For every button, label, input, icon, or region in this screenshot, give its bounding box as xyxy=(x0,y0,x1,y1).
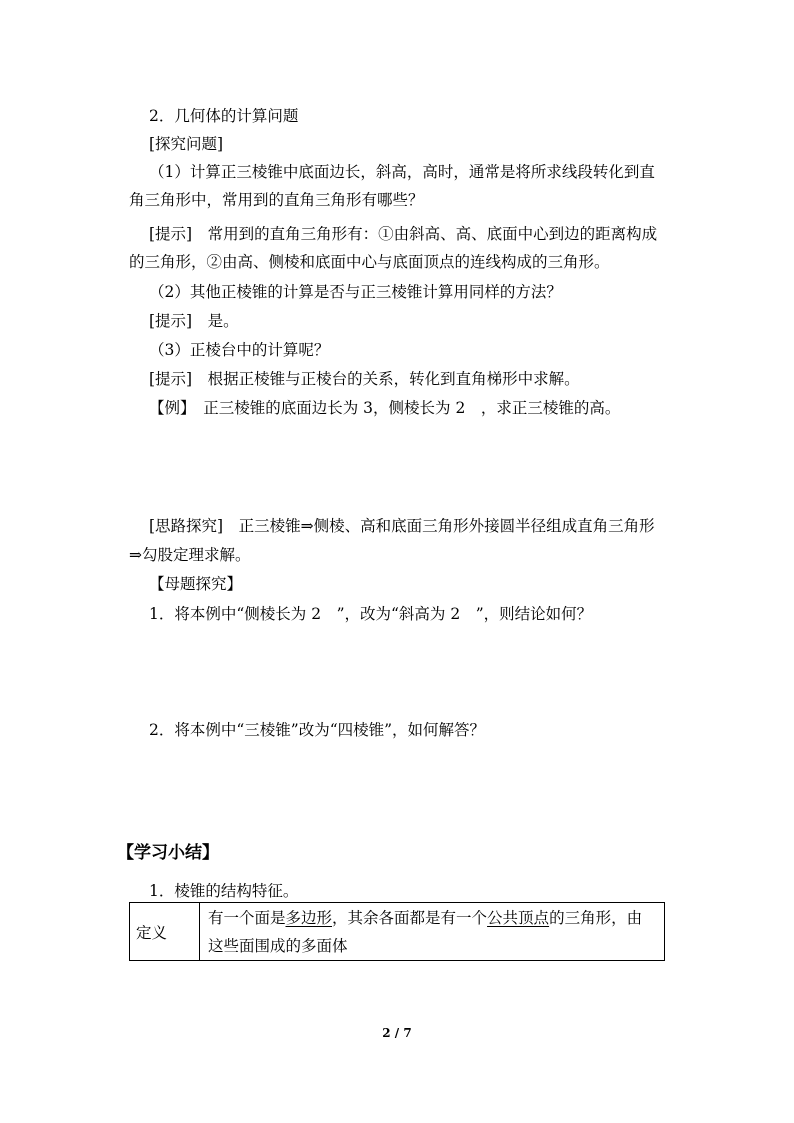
definition-text-1: 有一个面是 xyxy=(208,908,286,927)
definition-text-4: 这些面围成的多面体 xyxy=(208,936,348,955)
definition-term-polygon: 多边形 xyxy=(285,908,333,927)
summary-item-1: 1．棱锥的结构特征。 xyxy=(149,882,299,900)
mother-question-1: 1．将本例中“侧棱长为 2 ”，改为“斜高为 2 ”，则结论如何？ xyxy=(149,605,593,623)
definition-term-common-vertex: 公共顶点 xyxy=(487,908,550,927)
example-problem: 【例】 正三棱锥的底面边长为 3，侧棱长为 2 ，求正三棱锥的高。 xyxy=(149,399,621,417)
definition-text-3: 的三角形，由 xyxy=(549,908,643,927)
hint-3: [提示] 根据正棱锥与正棱台的关系，转化到直角梯形中求解。 xyxy=(149,370,580,388)
question-1-line-1: （1）计算正三棱锥中底面边长，斜高，高时，通常是将所求线段转化到直 xyxy=(149,163,655,181)
question-3: （3）正棱台中的计算呢？ xyxy=(149,341,330,359)
summary-title: 【学习小结】 xyxy=(117,843,219,863)
hint-1-line-1: [提示] 常用到的直角三角形有：①由斜高、高、底面中心到边的距离构成 xyxy=(149,225,658,243)
mother-question-2: 2．将本例中“三棱锥”改为“四棱锥”，如何解答？ xyxy=(149,721,486,739)
mother-problem-tag: 【母题探究】 xyxy=(149,575,243,593)
explore-tag: [探究问题] xyxy=(149,135,224,153)
definition-text-2: ，其余各面都是有一个 xyxy=(332,908,488,927)
page-number: 2 / 7 xyxy=(382,1026,412,1040)
section-title: 2．几何体的计算问题 xyxy=(149,107,299,125)
definition-table xyxy=(129,902,665,961)
question-2: （2）其他正棱锥的计算是否与正三棱锥计算用同样的方法？ xyxy=(149,283,562,301)
hint-1-line-2: 的三角形，②由高、侧棱和底面中心与底面顶点的连线构成的三角形。 xyxy=(129,253,610,271)
question-1-line-2: 角三角形中，常用到的直角三角形有哪些？ xyxy=(129,191,424,209)
idea-line-2: ⇒勾股定理求解。 xyxy=(129,546,251,564)
definition-content xyxy=(200,903,665,961)
hint-2: [提示] 是。 xyxy=(149,312,239,330)
definition-label: 定义 xyxy=(130,903,200,961)
idea-line-1: [思路探究] 正三棱锥⇒侧棱、高和底面三角形外接圆半径组成直角三角形 xyxy=(149,517,655,535)
